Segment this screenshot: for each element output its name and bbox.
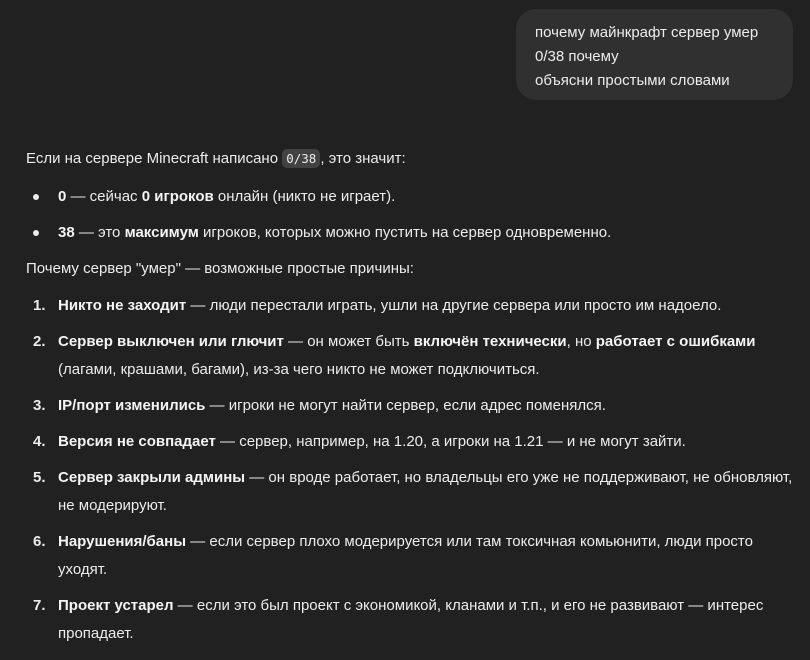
- list-item: 0 — сейчас 0 игроков онлайн (никто не играет).: [26, 184, 796, 210]
- list-item: 4. Версия не совпадает — сервер, например, на 1.20, а игроки на 1.21 — и не могут зайти.: [33, 433, 686, 450]
- user-message-line: 0/38 почему: [535, 48, 619, 65]
- list-item: 7. Проект устарел — если это был проект с экономикой, кланами и т.п., и его не развивают — интерес пропадает.: [33, 597, 764, 642]
- reasons-list: [26, 292, 796, 648]
- bullet-dot-icon: [33, 230, 39, 236]
- list-item: 1. Никто не заходит — люди перестали играть, ушли на другие сервера или просто им надоело.: [33, 297, 722, 314]
- user-message-bubble: [516, 9, 793, 100]
- assistant-message: [26, 146, 796, 656]
- list-item: 5. Сервер закрыли админы — он вроде работает, но владельцы его уже не поддерживают, не обновляют, не модерируют.: [33, 469, 793, 514]
- user-message-line: объясни простыми словами: [535, 72, 730, 89]
- bullet-dot-icon: [33, 194, 39, 200]
- list-item: 2. Сервер выключен или глючит — он может быть включён технически, но работает с ошибками (лагами, крашами, багами), из-за чего никто не может подключиться.: [33, 333, 756, 378]
- meaning-list: [26, 184, 796, 246]
- list-item: 6. Нарушения/баны — если сервер плохо модерируется или там токсичная комьюнити, люди просто уходят.: [33, 533, 753, 578]
- list-item: 3. IP/порт изменились — игроки не могут найти сервер, если адрес поменялся.: [33, 397, 606, 414]
- user-message-line: почему майнкрафт сервер умер: [535, 24, 759, 41]
- list-item: 38 — это максимум игроков, которых можно пустить на сервер одновременно.: [26, 220, 796, 246]
- inline-code: 0/38: [282, 149, 320, 168]
- answer-intro: Если на сервере Minecraft написано 0/38 , это значит:: [26, 150, 406, 167]
- reasons-heading: Почему сервер "умер" — возможные простые причины:: [26, 260, 414, 277]
